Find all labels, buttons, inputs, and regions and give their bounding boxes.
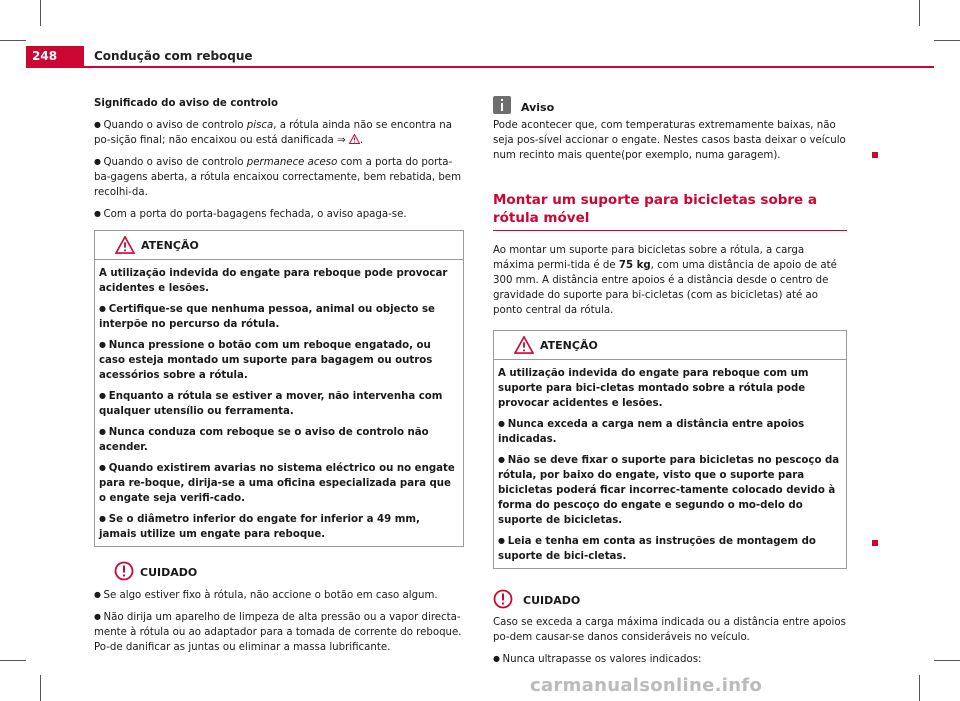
text: Ao montar um suporte para bicicletas sobre a rótula, a carga máxima permi-tida é de [493,245,805,271]
list-item: ● Se algo estiver fixo à rótula, não accione o botão em caso algum. [94,587,464,603]
list-item: ● Nunca conduza com reboque se o aviso de controlo não acender. [99,424,459,455]
crop-mark [0,40,26,41]
warning-box [493,330,847,569]
emphasis: pisca [246,120,274,131]
watermark: carmanualsonline.info [530,675,763,696]
section-paragraph [493,243,847,318]
warning-label: ATENÇÃO [540,339,598,352]
list-item: ● Leia e tenha em conta as instruções de montagem do suporte de bici-cletas. [498,533,842,564]
list-item [94,154,464,200]
warning-triangle-icon [514,336,534,354]
list-item: ● Enquanto a rótula se estiver a mover, não intervenha com qualquer utensílio ou ferramenta. [99,388,459,419]
caution-text: Caso se exceda a carga máxima indicada ou a distância entre apoios po-dem causar-se danos consideráveis no veículo. [493,617,846,643]
note-text: Pode acontecer que, com temperaturas extremamente baixas, não seja pos-sível accionar o engate. Nestes casos basta deixar o veículo num recinto mais quente(por exemplo, numa garagem). [493,120,846,161]
caution-label: CUIDADO [523,594,581,607]
note-icon [493,96,511,114]
list-item: ● Com a porta do porta-bagagens fechada, o aviso apaga-se. [94,206,464,222]
warning-label: ATENÇÃO [141,239,199,252]
page-number: 248 [26,46,84,66]
page-title: Condução com reboque [94,49,253,63]
text: , a rótula ainda não se encontra na po-sição final; não encaixou ou está danificada ⇒ [94,120,452,146]
list-item: ● Quando existirem avarias no sistema eléctrico ou no engate para re-boque, dirija-se a uma oficina especializada para que o engate seja verifi-cado. [99,460,459,506]
list-item: ● Certifique-se que nenhuma pessoa, animal ou objecto se interpõe no percurso da rótula. [99,301,459,332]
right-column [493,88,847,673]
warning-triangle-icon [115,236,135,254]
list-item: ● Não dirija um aparelho de limpeza de alta pressão ou a vapor directa-mente à rótula ou ao adaptador para a tomada de corrente do reboque. Po-de danificar as juntas ou eliminar a massa lubrificante. [94,609,464,655]
caution-label: CUIDADO [140,566,198,579]
caution-icon [493,589,513,609]
left-column [94,96,464,661]
crop-mark [934,40,960,41]
caution-icon [114,561,134,581]
text: . [359,135,364,146]
crop-mark [934,660,960,661]
bold-value: 75 kg [618,260,651,271]
warning-header [95,231,463,260]
warning-body [494,360,846,568]
text: Quando o aviso de controlo [103,157,247,168]
end-marker [872,152,878,158]
text: , com uma distância de apoio de até 300 mm. A distância entre apoios é a distância desde o centro de gravidade do suporte para bi-cicletas (com as bicicletas) até ao ponto central da rótula. [493,260,837,316]
caution-header [94,561,464,587]
list-item: ● Não se deve fixar o suporte para bicicletas no pescoço da rótula, por baixo do engate, visto que o suporte para bicicletas poderá ficar incorrec-tamente colocado devido à forma do pescoço do engate e segundo o mo-delo do suporte de bicicletas. [498,452,842,528]
note-label: Aviso [521,101,555,114]
caution-header [493,589,847,615]
list-item: ● Nunca exceda a carga nem a distância entre apoios indicadas. [498,416,842,447]
text: com a porta do porta-ba-gagens aberta, a rótula encaixou correctamente, bem rebatida, bem recolhi-da. [94,157,462,198]
crop-mark [919,0,920,26]
list-item: ● Se o diâmetro inferior do engate for inferior a 49 mm, jamais utilize um engate para reboque. [99,511,459,542]
warning-header [494,331,846,360]
crop-mark [0,660,26,661]
text: Quando o aviso de controlo [103,120,247,131]
section-title: Montar um suporte para bicicletas sobre a rótula móvel [493,191,847,231]
crop-mark [40,675,41,701]
emphasis: permanece aceso [246,157,338,168]
warning-body [95,260,463,546]
warning-box [94,230,464,547]
note-header [493,88,847,112]
end-marker [872,540,878,546]
warning-intro: A utilização indevida do engate para reboque pode provocar acidentes e lesões. [99,268,448,294]
section-subtitle: Significado do aviso de controlo [94,98,279,109]
crop-mark [919,675,920,701]
list-item: ● Nunca pressione o botão com um reboque engatado, ou caso esteja montado um suporte para bagagem ou outros acessórios sobre a rótula. [99,337,459,383]
warning-triangle-icon [349,134,360,144]
warning-intro: A utilização indevida do engate para reboque com um suporte para bici-cletas montado sobre a rótula pode provocar acidentes e lesões. [498,368,809,409]
list-item: ● Nunca ultrapasse os valores indicados: [493,651,847,667]
list-item [94,117,464,148]
crop-mark [40,0,41,26]
header-rule [26,66,934,68]
